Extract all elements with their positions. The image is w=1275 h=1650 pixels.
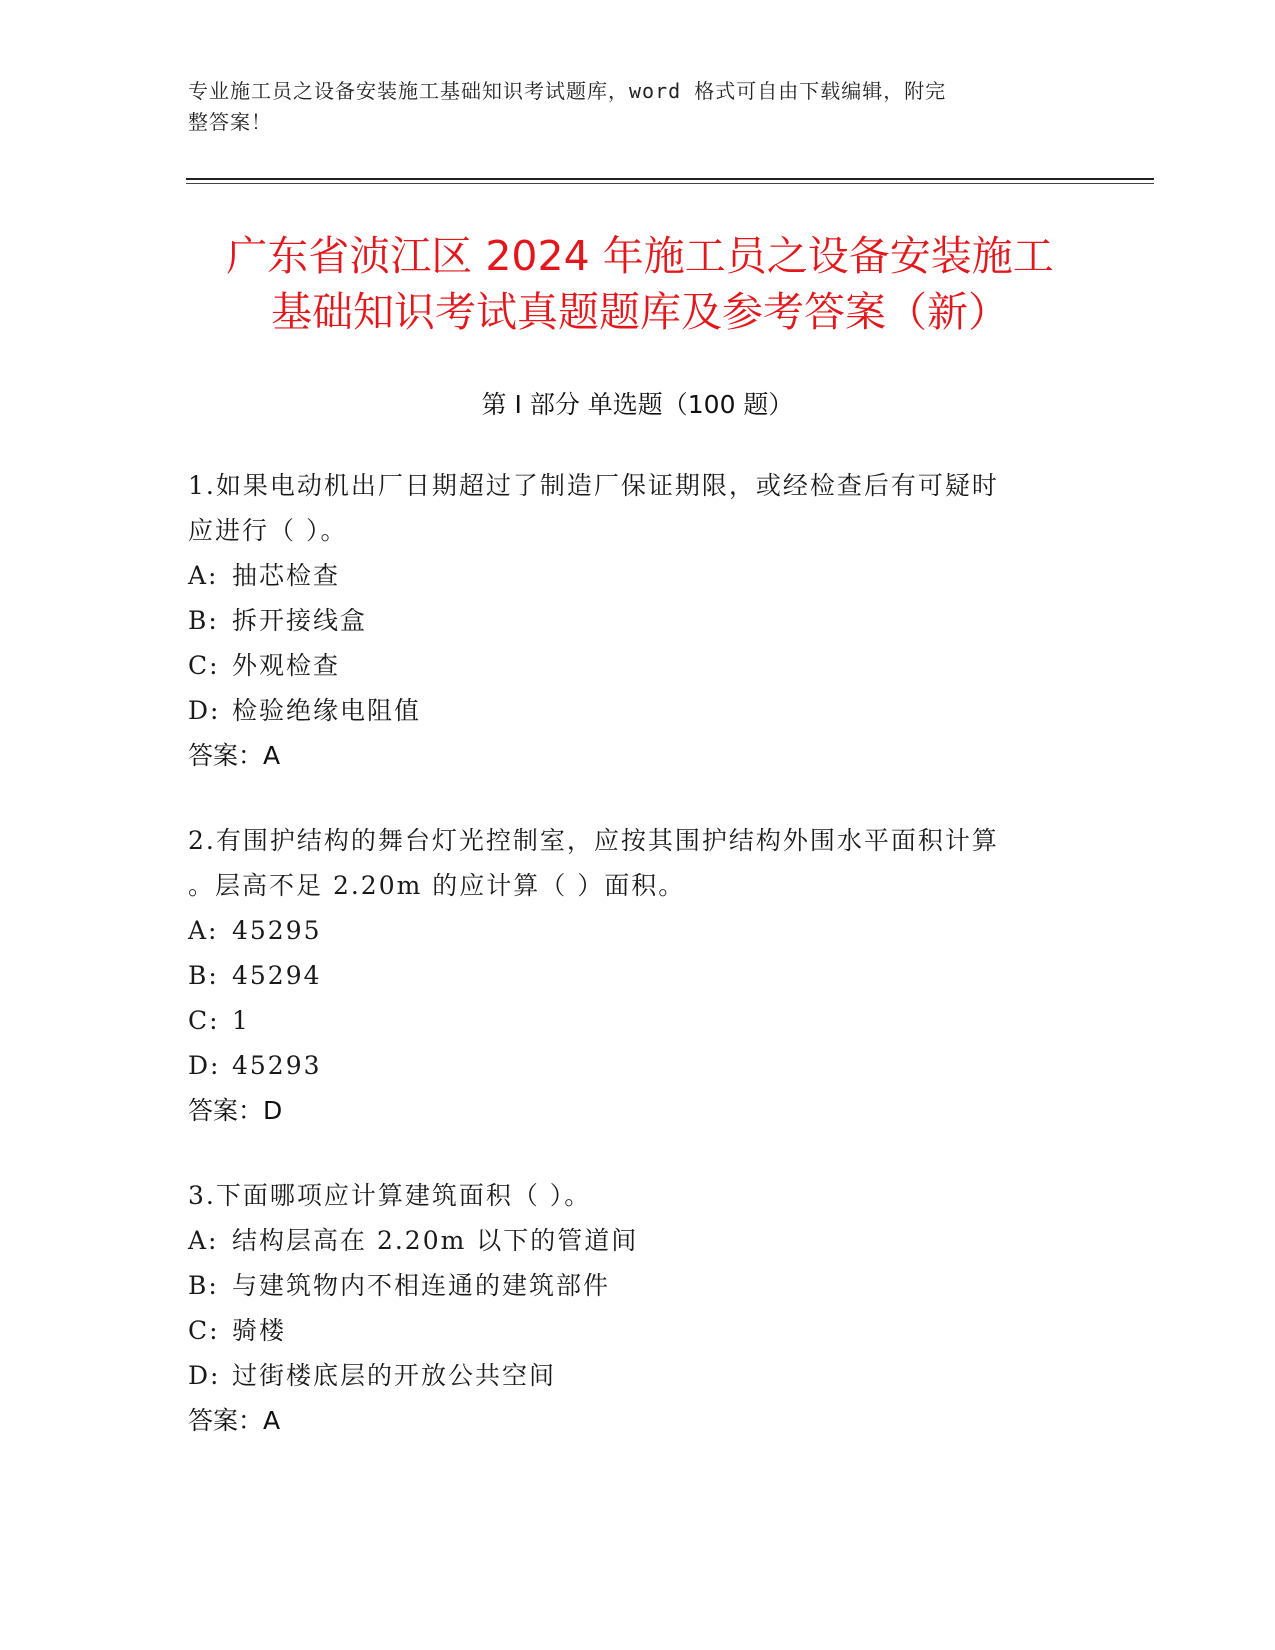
header-rule-thin bbox=[186, 183, 1154, 184]
option-key: C: bbox=[188, 651, 220, 680]
document-title-line-2: 基础知识考试真题题库及参考答案（新） bbox=[271, 288, 1009, 336]
question-option-a bbox=[188, 1218, 1088, 1263]
question-stem-line-1: 3.下面哪项应计算建筑面积（ ）。 bbox=[188, 1181, 592, 1210]
option-key: C: bbox=[188, 1006, 220, 1035]
question-option-c bbox=[188, 1308, 1088, 1353]
header-note-line-1: 专业施工员之设备安装施工基础知识考试题库，word 格式可自由下载编辑，附完 bbox=[188, 79, 947, 103]
question-stem-line-1: 2.有围护结构的舞台灯光控制室，应按其围护结构外围水平面积计算 bbox=[188, 826, 999, 855]
question-stem-line-2: 应进行（ ）。 bbox=[188, 516, 348, 545]
option-key: B: bbox=[188, 961, 219, 990]
question-stem-line-2: 。层高不足 2.20m 的应计算（ ）面积。 bbox=[188, 871, 686, 900]
option-text: 结构层高在 2.20m 以下的管道间 bbox=[232, 1226, 639, 1255]
option-text: 45294 bbox=[232, 961, 322, 990]
question-option-a bbox=[188, 553, 1088, 598]
question-option-c bbox=[188, 998, 1088, 1043]
option-key: A: bbox=[188, 916, 219, 945]
option-key: A: bbox=[188, 1226, 219, 1255]
question-option-b bbox=[188, 598, 1088, 643]
question-option-a bbox=[188, 908, 1088, 953]
option-text: 外观检查 bbox=[232, 651, 341, 680]
question-option-b bbox=[188, 953, 1088, 998]
document-title bbox=[180, 228, 1100, 340]
option-key: D: bbox=[188, 1051, 221, 1080]
document-title-line-1: 广东省浈江区 2024 年施工员之设备安装施工 bbox=[226, 232, 1054, 280]
option-text: 过街楼底层的开放公共空间 bbox=[232, 1361, 557, 1390]
question-answer: 答案：A bbox=[188, 1406, 281, 1435]
option-key: D: bbox=[188, 1361, 221, 1390]
option-text: 检验绝缘电阻值 bbox=[232, 696, 422, 725]
header-note-line-2: 整答案！ bbox=[188, 110, 272, 134]
option-text: 骑楼 bbox=[232, 1316, 287, 1345]
option-text: 拆开接线盒 bbox=[232, 606, 368, 635]
question-option-b bbox=[188, 1263, 1088, 1308]
question-option-d bbox=[188, 1353, 1088, 1398]
question-3 bbox=[188, 1173, 1088, 1443]
option-key: D: bbox=[188, 696, 221, 725]
question-1 bbox=[188, 463, 1088, 778]
question-option-c bbox=[188, 643, 1088, 688]
option-text: 45293 bbox=[232, 1051, 322, 1080]
question-stem-line-1: 1.如果电动机出厂日期超过了制造厂保证期限，或经检查后有可疑时 bbox=[188, 471, 999, 500]
question-answer: 答案：A bbox=[188, 741, 281, 770]
option-text: 45295 bbox=[232, 916, 322, 945]
header-note bbox=[188, 76, 1088, 138]
option-text: 抽芯检查 bbox=[232, 561, 341, 590]
section-title: 第 I 部分 单选题（100 题） bbox=[481, 390, 794, 419]
question-option-d bbox=[188, 688, 1088, 733]
option-text: 与建筑物内不相连通的建筑部件 bbox=[232, 1271, 611, 1300]
question-answer: 答案：D bbox=[188, 1096, 283, 1125]
header-rule-thick bbox=[186, 178, 1154, 180]
option-text: 1 bbox=[232, 1006, 250, 1035]
option-key: B: bbox=[188, 1271, 219, 1300]
option-key: A: bbox=[188, 561, 219, 590]
option-key: B: bbox=[188, 606, 219, 635]
option-key: C: bbox=[188, 1316, 220, 1345]
question-2 bbox=[188, 818, 1088, 1133]
question-option-d bbox=[188, 1043, 1088, 1088]
